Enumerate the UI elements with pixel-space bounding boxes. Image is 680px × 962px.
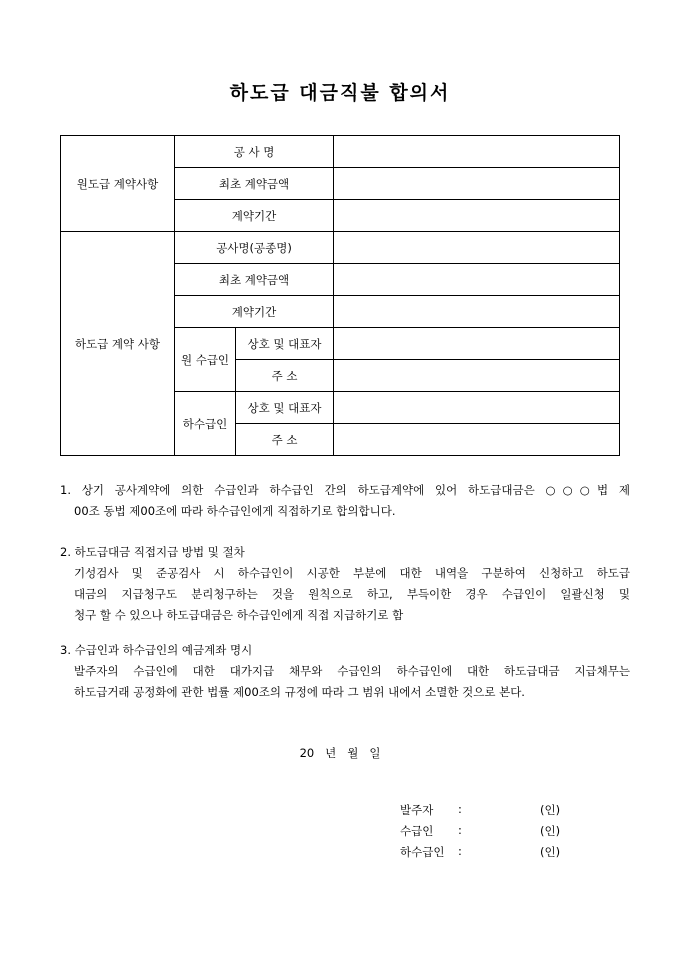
seal-mark[interactable]: (인) [540, 803, 561, 817]
sub-contract-period-label: 계약기간 [175, 296, 334, 328]
signature-label: 수급인 [400, 824, 434, 838]
subcontractor-address-label: 주 소 [236, 424, 334, 456]
clause-line: 기성검사 및 준공검사 시 하수급인이 시공한 부분에 대한 내역을 구분하여 신청하고 하도급 [74, 566, 630, 580]
prime-contractor-address-value[interactable] [334, 360, 620, 392]
signature-colon: : [458, 844, 462, 858]
table-row [61, 136, 620, 168]
signature-row-contractor [400, 823, 580, 843]
clause-heading: 3. 수급인과 하수급인의 예금계좌 명시 [60, 643, 253, 657]
clause-1 [60, 480, 630, 522]
sub-contract-period-value[interactable] [334, 296, 620, 328]
prime-contract-period-value[interactable] [334, 200, 620, 232]
prime-section-label: 원도급 계약사항 [61, 136, 175, 232]
signature-label: 하수급인 [400, 845, 445, 859]
signature-label: 발주자 [400, 803, 434, 817]
sub-contract-amount-label: 최초 계약금액 [175, 264, 334, 296]
subcontractor-label: 하수급인 [175, 392, 236, 456]
clause-line: 청구 할 수 있으나 하도급대금은 하수급인에게 직접 지급하기로 함 [74, 608, 404, 622]
sub-project-name-value[interactable] [334, 232, 620, 264]
sub-section-label: 하도급 계약 사항 [61, 232, 175, 456]
clause-line: 00조 동법 제00조에 따라 하수급인에게 직접하기로 합의합니다. [74, 504, 396, 518]
contract-table [60, 135, 620, 456]
clause-line: 하도급거래 공정화에 관한 법률 제00조의 규정에 따라 그 범위 내에서 소멸한 것으로 본다. [74, 685, 525, 699]
clause-line: 1. 상기 공사계약에 의한 수급인과 하수급인 간의 하도급계약에 있어 하도급대금은 ○○○법 제 [60, 483, 630, 497]
clause-3 [60, 640, 630, 703]
prime-contractor-address-label: 주 소 [236, 360, 334, 392]
table-row [61, 232, 620, 264]
seal-mark[interactable]: (인) [540, 845, 561, 859]
prime-contract-period-label: 계약기간 [175, 200, 334, 232]
clause-line: 발주자의 수급인에 대한 대가지급 채무와 수급인의 하수급인에 대한 하도급대금 지급채무는 [74, 664, 630, 678]
clause-heading: 2. 하도급대금 직접지급 방법 및 절차 [60, 545, 245, 559]
clause-line: 대금의 지급청구도 분리청구하는 것을 원칙으로 하고, 부득이한 경우 수급인이 일괄신청 및 [74, 587, 630, 601]
subcontractor-name-label: 상호 및 대표자 [236, 392, 334, 424]
subcontractor-name-value[interactable] [334, 392, 620, 424]
signature-colon: : [458, 823, 462, 837]
document-title: 하도급 대금직불 합의서 [229, 82, 451, 104]
subcontractor-address-value[interactable] [334, 424, 620, 456]
prime-contract-amount-value[interactable] [334, 168, 620, 200]
seal-mark[interactable]: (인) [540, 824, 561, 838]
clause-2 [60, 542, 630, 626]
signature-row-subcontractor [400, 844, 580, 864]
prime-contractor-name-label: 상호 및 대표자 [236, 328, 334, 360]
date-line: 20 년 월 일 [299, 746, 381, 760]
signature-row-orderer [400, 802, 580, 822]
prime-contract-amount-label: 최초 계약금액 [175, 168, 334, 200]
prime-contractor-label: 원 수급인 [175, 328, 236, 392]
prime-project-name-value[interactable] [334, 136, 620, 168]
sub-project-name-label: 공사명(공종명) [175, 232, 334, 264]
prime-project-name-label: 공 사 명 [175, 136, 334, 168]
signature-colon: : [458, 802, 462, 816]
prime-contractor-name-value[interactable] [334, 328, 620, 360]
sub-contract-amount-value[interactable] [334, 264, 620, 296]
